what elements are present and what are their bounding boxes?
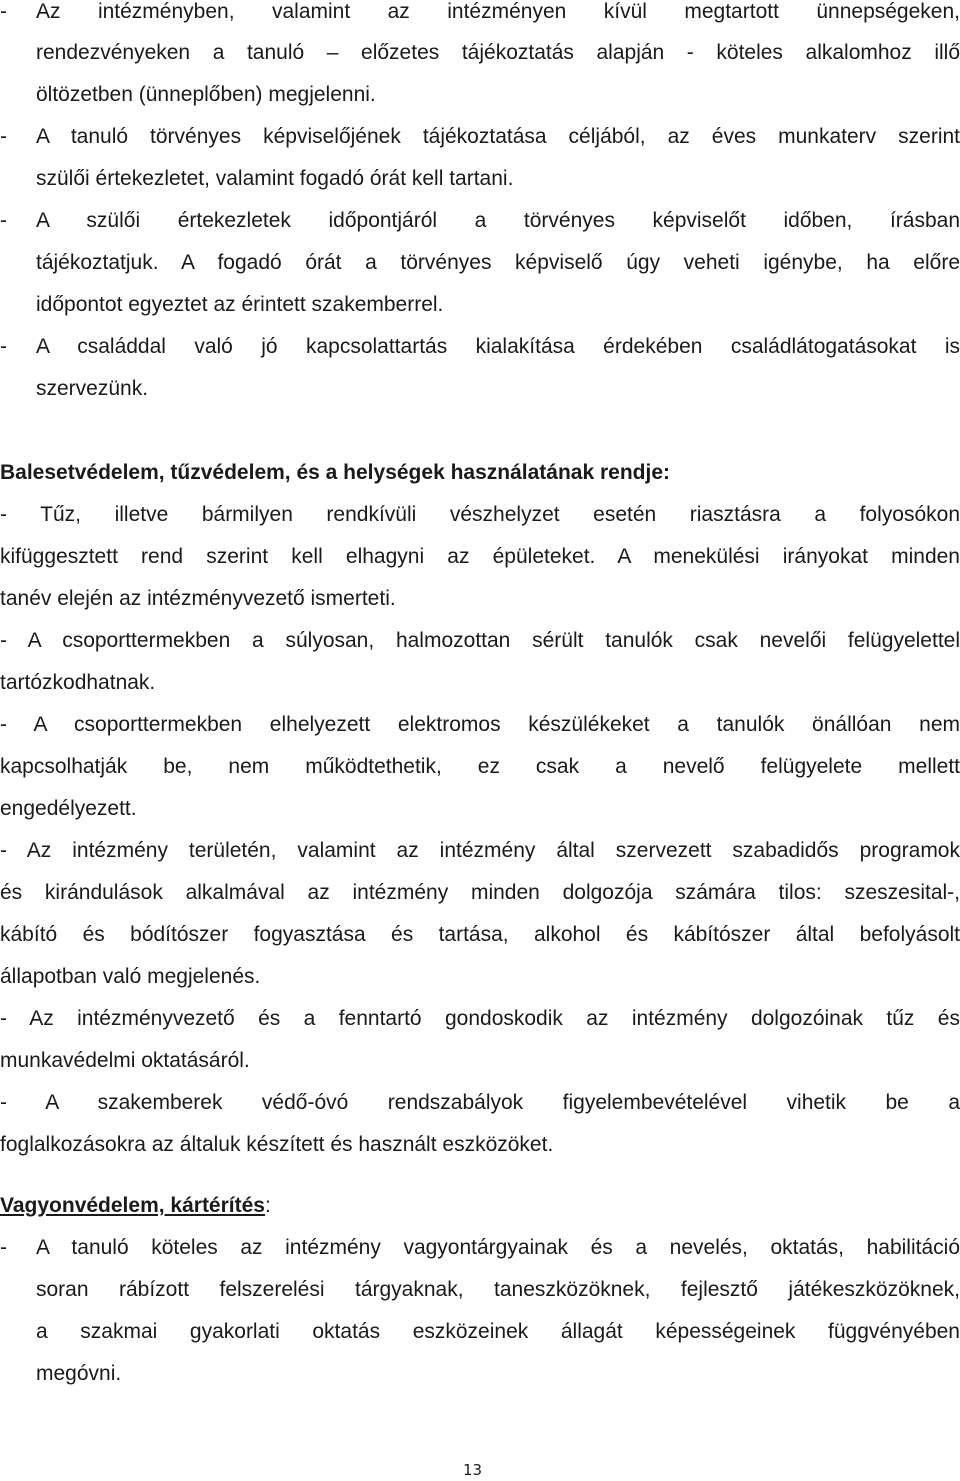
paragraph-line: engedélyezett. [0, 797, 137, 820]
list-item-line: A tanuló törvényes képviselőjének tájékoztatása céljából, az éves munkaterv szerint [36, 125, 960, 148]
paragraph-line: - Az intézményvezető és a fenntartó gondoskodik az intézmény dolgozóinak tűz és [0, 1007, 960, 1030]
list-item-line: öltözetben (ünneplőben) megjelenni. [36, 83, 376, 106]
paragraph-line: - A csoporttermekben a súlyosan, halmozottan sérült tanulók csak nevelői felügyelettel [0, 629, 960, 652]
paragraph-line: kapcsolhatják be, nem működtethetik, ez csak a nevelő felügyelete mellett [0, 755, 960, 778]
paragraph-line: munkavédelmi oktatásáról. [0, 1049, 250, 1072]
list-item-line: A szülői értekezletek időpontjáról a törvényes képviselőt időben, írásban [36, 209, 960, 232]
list-item-line: A tanuló köteles az intézmény vagyontárgyainak és a nevelés, oktatás, habilitáció [36, 1236, 960, 1259]
list-dash: - [0, 209, 7, 232]
list-item-line: A családdal való jó kapcsolattartás kialakítása érdekében családlátogatásokat is [36, 335, 960, 358]
section-heading-property [0, 1194, 271, 1218]
section-heading-property-text: Vagyonvédelem, kártérítés [0, 1194, 265, 1217]
paragraph-line: foglalkozásokra az általuk készített és használt eszközöket. [0, 1133, 554, 1156]
paragraph-line: - A csoporttermekben elhelyezett elektromos készülékeket a tanulók önállóan nem [0, 713, 960, 736]
list-dash: - [0, 125, 7, 148]
list-dash: - [0, 1236, 7, 1259]
paragraph-line: - Tűz, illetve bármilyen rendkívüli vészhelyzet esetén riasztásra a folyosókon [0, 503, 960, 526]
list-item-line: soran rábízott felszerelési tárgyaknak, taneszközöknek, fejlesztő játékeszközöknek, [36, 1278, 960, 1301]
paragraph-line: kábító és bódítószer fogyasztása és tartása, alkohol és kábítószer által befolyásolt [0, 923, 960, 946]
list-item-line: szervezünk. [36, 377, 149, 400]
list-item-line: időpontot egyeztet az érintett szakemberrel. [36, 293, 444, 316]
list-item-line: rendezvényeken a tanuló – előzetes tájékoztatás alapján - köteles alkalomhoz illő [36, 41, 960, 64]
list-item-line: megóvni. [36, 1362, 122, 1385]
section-heading-property-colon: : [264, 1194, 271, 1217]
list-dash: - [0, 335, 7, 358]
paragraph-line: tanév elején az intézményvezető ismerteti. [0, 587, 396, 610]
paragraph-line: - Az intézmény területén, valamint az intézmény által szervezett szabadidős programok [0, 839, 960, 862]
paragraph-line: kifüggesztett rend szerint kell elhagyni az épületeket. A menekülési irányokat minden [0, 545, 960, 568]
list-item-line: szülői értekezletet, valamint fogadó órát kell tartani. [36, 167, 514, 190]
list-item-line: tájékoztatjuk. A fogadó órát a törvényes képviselő úgy veheti igénybe, ha előre [36, 251, 960, 274]
list-item-line: Az intézményben, valamint az intézményen kívül megtartott ünnepségeken, [36, 0, 960, 23]
paragraph-line: - A szakemberek védő-óvó rendszabályok figyelembevételével vihetik be a [0, 1091, 960, 1114]
paragraph-line: állapotban való megjelenés. [0, 965, 261, 988]
list-dash: - [0, 0, 7, 23]
paragraph-line: tartózkodhatnak. [0, 671, 156, 694]
section-heading-safety: Balesetvédelem, tűzvédelem, és a helységek használatának rendje: [0, 461, 670, 484]
list-item-line: a szakmai gyakorlati oktatás eszközeinek állagát képességeinek függvényében [36, 1320, 960, 1343]
page-number: 13 [462, 1461, 483, 1479]
paragraph-line: és kirándulások alkalmával az intézmény minden dolgozója számára tilos: szeszesital-, [0, 881, 960, 904]
